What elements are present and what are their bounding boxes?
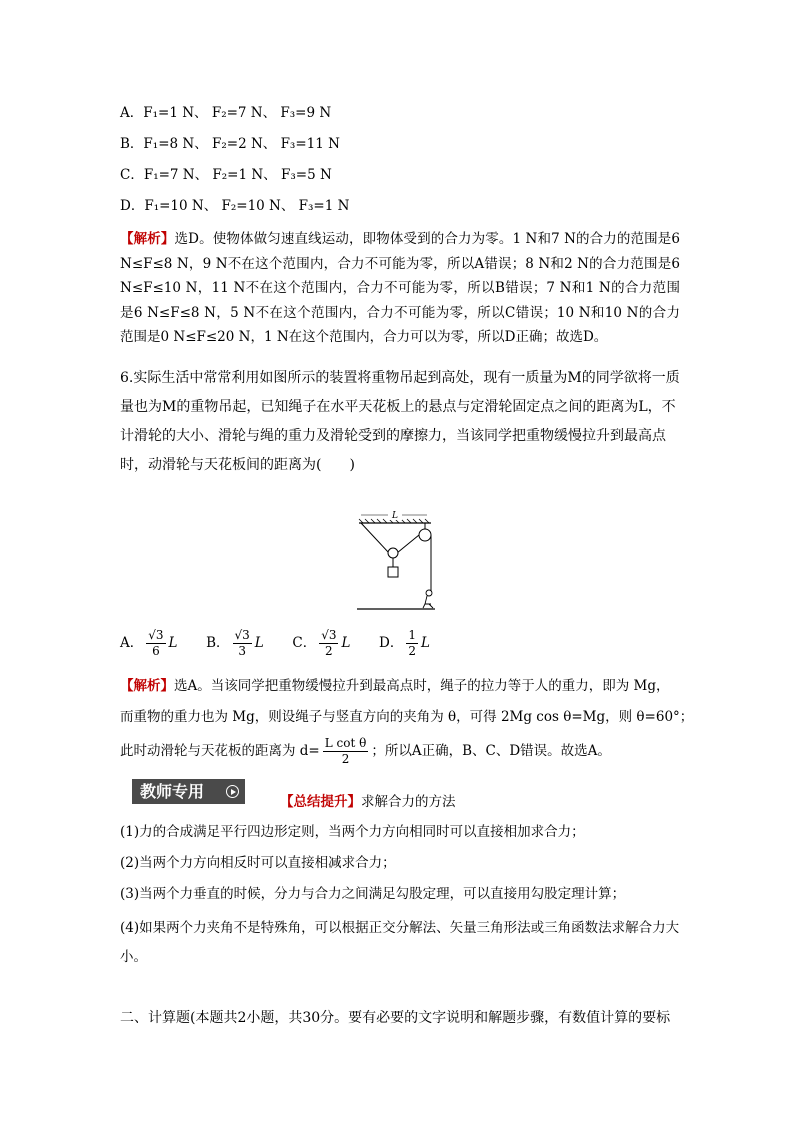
q6-analysis-line2: 而重物的重力也为 Mg，则设绳子与竖直方向的夹角为 θ，可得 2Mg cos θ=Mg，则 θ=60°； [120, 709, 694, 725]
q6-stem: 6.实际生活中常常利用如图所示的装置将重物吊起到高处，现有一质量为M的同学欲将一质量也为M的重物吊起，已知绳子在水平天花板上的悬点与定滑轮固定点之间的距离为L，不计滑轮的大小、滑轮与绳的重力及滑轮受到的摩擦力，当该同学把重物缓慢拉升到最高点时，动滑轮与天花板间的距离为( ) [120, 370, 680, 473]
summary-point: (3)当两个力垂直的时候，分力与合力之间满足勾股定理，可以直接用勾股定理计算； [120, 886, 626, 902]
q5-option-a: A．F₁=1 N、 F₂=7 N、 F₃=9 N [120, 105, 332, 121]
teacher-banner: 教师专用 [132, 779, 245, 804]
analysis-text: 选D。使物体做匀速直线运动，即物体受到的合力为零。1 N和7 N的合力的范围是6 N≤F≤8 N，9 N不在这个范围内，合力不可能为零，所以A错误；8 N和2 N的合力范围是6 N≤F≤10 N，11 N不在这个范围内，合力不可能为零，所以B错误；7 N和1 N的合力范围是6 N≤F≤8 N，5 N不在这个范围内，合力不可能为零，所以C错误；10 N和10 N的合力范围是0 N≤F≤20 N，1 N在这个范围内，合力可以为零，所以D正确；故选D。 [120, 231, 680, 345]
summary-heading: 【总结提升】求解合力的方法 [280, 794, 456, 810]
q5-analysis [120, 227, 680, 350]
q5-option-d: D．F₁=10 N、 F₂=10 N、 F₃=1 N [120, 198, 350, 214]
pulley-figure [355, 511, 437, 613]
figure-label-l: L [392, 511, 398, 521]
q6-option-b: B． $\frac{√3}{3}$ L [206, 628, 264, 658]
q6-option-a: A． $\frac{√3}{6}$ L [120, 628, 178, 658]
section-heading: 二、计算题(本题共2小题，共30分。要有必要的文字说明和解题步骤，有数值计算的要标 [120, 1010, 671, 1026]
summary-point: (1)力的合成满足平行四边形定则，当两个力方向相同时可以直接相加求合力； [120, 824, 585, 840]
q6-option-d: D． $\frac{1}{2}$ L [379, 628, 430, 658]
summary-point: (4)如果两个力夹角不是特殊角，可以根据正交分解法、矢量三角形法或三角函数法求解合力大小。 [120, 920, 680, 965]
q6-analysis-line1: 【解析】选A。当该同学把重物缓慢拉升到最高点时，绳子的拉力等于人的重力，即为 Mg， [120, 678, 670, 694]
q5-option-b: B．F₁=8 N、 F₂=2 N、 F₃=11 N [120, 136, 340, 152]
q5-option-c: C．F₁=7 N、 F₂=1 N、 F₃=5 N [120, 167, 332, 183]
summary-point: (2)当两个力方向相反时可以直接相减求合力； [120, 855, 396, 871]
distance-fraction: $\frac{\text{L cot θ}}{2}$ [324, 736, 367, 766]
q6-analysis-line3: 此时动滑轮与天花板的距离为 d= $\frac{\text{L cot θ}}{2}$ ；所以A正确，B、C、D错误。故选A。 [120, 736, 611, 766]
q6-options [120, 628, 430, 659]
analysis-tag: 【解析】 [120, 678, 174, 694]
analysis-tag: 【解析】 [120, 231, 175, 247]
play-circle-icon [226, 785, 239, 798]
q6-option-c: C． $\frac{√3}{2}$ L [292, 628, 351, 658]
